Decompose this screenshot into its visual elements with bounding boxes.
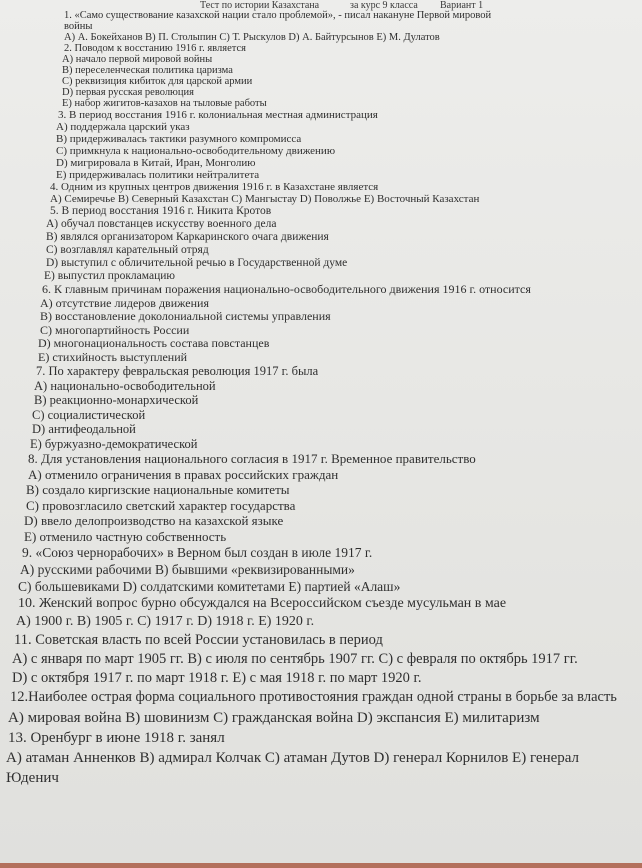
text-line: 1. «Само существование казахской нации стало проблемой», - писал накануне Первой мировой xyxy=(64,10,492,21)
text-line: D) первая русская революция xyxy=(62,87,194,98)
text-line: С) большевиками D) солдатскими комитетами Е) партией «Алаш» xyxy=(18,579,401,594)
text-line: А) Семиречье В) Северный Казахстан С) Мангыстау D) Поволжье Е) Восточный Казахстан xyxy=(50,193,480,205)
text-line: 11. Советская власть по всей России установилась в период xyxy=(14,632,383,648)
text-line: С) реквизиция кибиток для царской армии xyxy=(62,76,253,87)
text-line: 5. В период восстания 1916 г. Никита Кротов xyxy=(50,205,272,217)
text-line: 12.Наиболее острая форма социального противостояния граждан одной страны в борьбе за власть xyxy=(10,689,617,705)
text-line: В) восстановление доколониальной системы управления xyxy=(40,309,331,323)
text-line: D) антифеодальной xyxy=(32,422,136,436)
course-label: за курс 9 класса xyxy=(350,0,418,11)
bottom-edge xyxy=(0,863,642,868)
text-line: А) национально-освободительной xyxy=(34,378,216,393)
text-line: В) переселенческая политика царизма xyxy=(62,65,233,76)
text-line: D) выступил с обличительной речью в Государственной думе xyxy=(46,257,348,269)
text-line: В) создало киргизские национальные комитеты xyxy=(26,482,290,497)
text-line: 3. В период восстания 1916 г. колониальная местная администрация xyxy=(58,109,378,121)
text-line: С) возглавлял карательный отряд xyxy=(46,244,209,256)
text-line: А) А. Бокейханов В) П. Столыпин С) Т. Рыскулов D) А. Байтурсынов Е) М. Дулатов xyxy=(64,32,440,43)
text-line: 13. Оренбург в июне 1918 г. занял xyxy=(8,729,225,746)
text-line: войны xyxy=(64,21,93,32)
text-line: 7. По характеру февральская революция 1917 г. была xyxy=(36,364,319,378)
text-line: D) мигрировала в Китай, Иран, Монголию xyxy=(56,157,256,169)
text-line: А) начало первой мировой войны xyxy=(62,54,213,65)
questions-block xyxy=(0,10,642,789)
text-line: D) с октября 1917 г. по март 1918 г. Е) с мая 1918 г. по март 1920 г. xyxy=(12,670,422,686)
text-line: А) 1900 г. В) 1905 г. С) 1917 г. D) 1918 г. Е) 1920 г. xyxy=(16,614,315,629)
text-line: 4. Одним из крупных центров движения 1916 г. в Казахстане является xyxy=(50,181,379,193)
text-line: В) являлся организатором Каркаринского очага движения xyxy=(46,231,329,243)
text-line: 6. К главным причинам поражения национально-освободительного движения 1916 г. относится xyxy=(42,282,531,296)
text-line: С) примкнула к национально-освободительному движению xyxy=(56,145,336,157)
text-line: А) мировая война В) шовинизм С) гражданская война D) экспансия Е) милитаризм xyxy=(8,709,540,726)
variant-label: Вариант 1 xyxy=(440,0,484,11)
text-line: Е) придерживалась политики нейтралитета xyxy=(56,169,260,181)
text-line: Юденич xyxy=(6,770,59,786)
text-line: Е) стихийность выступлений xyxy=(38,349,188,364)
text-line: А) отсутствие лидеров движения xyxy=(40,295,209,310)
text-line: D) ввело делопроизводство на казахской языке xyxy=(24,513,284,528)
text-line: А) атаман Анненков В) адмирал Колчак С) атаман Дутов D) генерал Корнилов Е) генерал xyxy=(6,749,580,766)
text-line: Е) буржуазно-демократической xyxy=(30,436,198,451)
test-title: Тест по истории Казахстана xyxy=(200,0,320,11)
text-line: А) обучал повстанцев искусству военного дела xyxy=(46,218,277,230)
text-line: А) русскими рабочими В) бывшими «реквизированными» xyxy=(20,562,355,577)
text-line: Е) выпустил прокламацию xyxy=(44,270,175,282)
text-line: 9. «Союз чернорабочих» в Верном был создан в июле 1917 г. xyxy=(22,545,373,560)
text-line: Е) набор жигитов-казахов на тыловые работы xyxy=(62,98,267,109)
text-line: Е) отменило частную собственность xyxy=(24,528,227,544)
text-line: D) многонациональность состава повстанцев xyxy=(38,336,270,350)
text-line: А) отменило ограничения в правах российских граждан xyxy=(28,466,339,482)
text-line: 10. Женский вопрос бурно обсуждался на Всероссийском съезде мусульман в мае xyxy=(18,596,507,611)
text-line: С) провозгласило светский характер государства xyxy=(26,497,296,513)
text-line: С) многопартийность России xyxy=(40,322,190,337)
text-line: В) придерживалась тактики разумного компромисса xyxy=(56,133,302,145)
text-line: 8. Для установления национального согласия в 1917 г. Временное правительство xyxy=(28,451,476,466)
text-line: А) поддержала царский указ xyxy=(56,121,190,133)
text-line: С) социалистической xyxy=(32,407,146,422)
text-line: А) с января по март 1905 гг. В) с июля по сентябрь 1907 гг. С) с февраля по октябрь 1917 гг. xyxy=(12,651,578,667)
text-line: В) реакционно-монархической xyxy=(34,393,199,407)
text-line: 2. Поводом к восстанию 1916 г. является xyxy=(64,43,246,54)
